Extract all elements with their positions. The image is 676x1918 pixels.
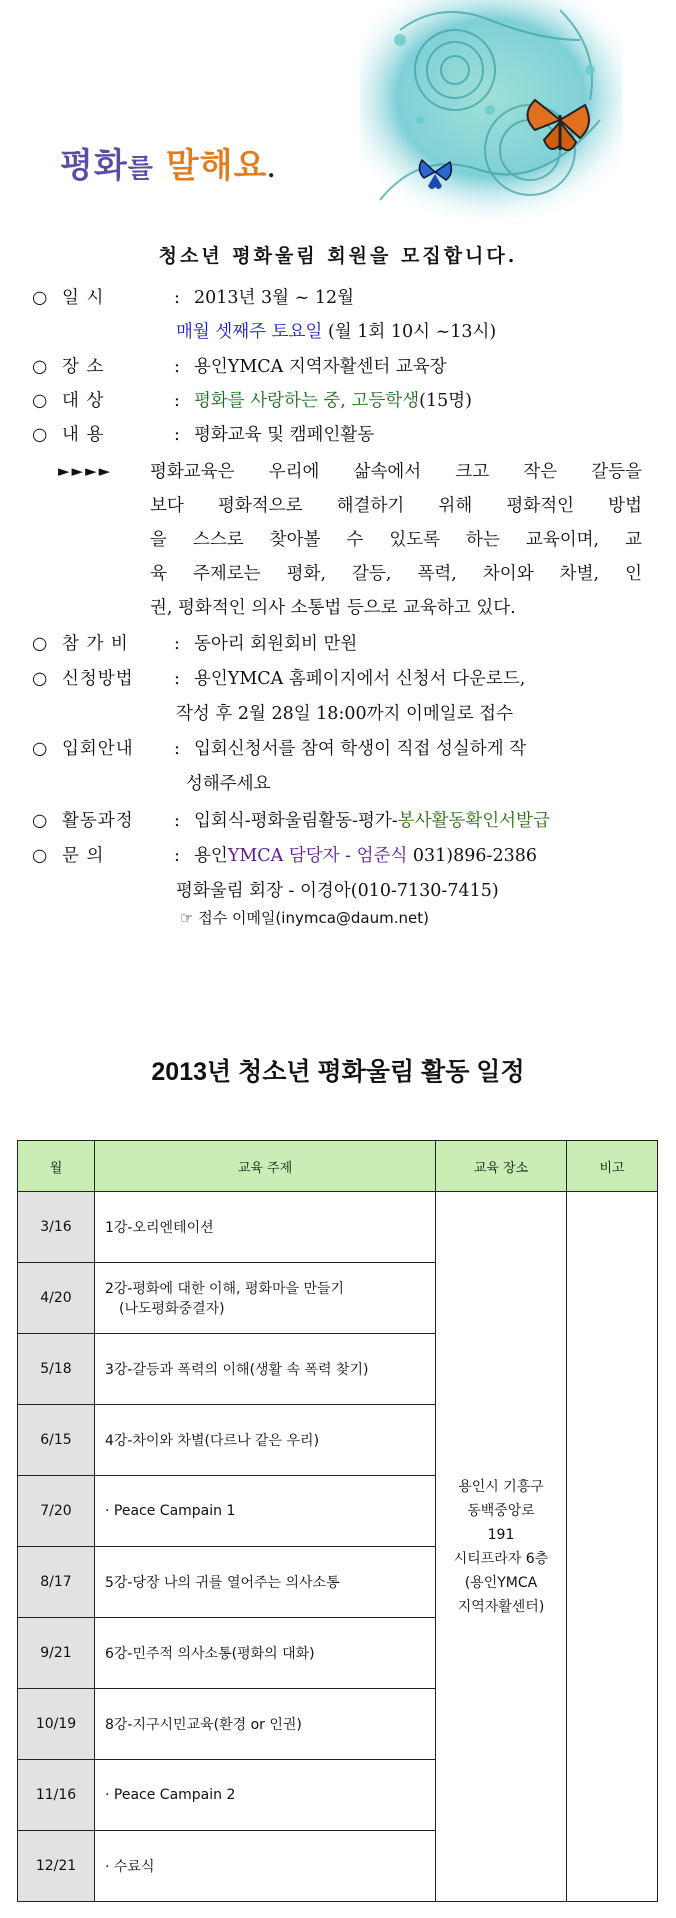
description-line: 을 스스로 찾아볼 수 있도록 하는 교육이며, 교: [150, 530, 642, 550]
info-place: ○ 장 소 : 용인YMCA 지역자활센터 교육장: [32, 357, 447, 377]
page-title: [60, 138, 276, 187]
info-contact: ○ 문 의 : 용인YMCA 담당자 - 엄준식 031)896-2386: [32, 846, 537, 866]
schedule-place: 용인시 기흥구 동백중앙로 191 시티프라자 6층 (용인YMCA 지역자활센터): [436, 1192, 567, 1902]
header-month: 월: [18, 1141, 95, 1192]
title-part-4: .: [267, 157, 277, 183]
row-topic: 3강-갈등과 폭력의 이해(생활 속 폭력 찾기): [95, 1334, 436, 1405]
row-month: 5/18: [18, 1334, 95, 1405]
info-join-sub: 성해주세요: [186, 774, 271, 794]
info-fee: ○ 참 가 비 : 동아리 회원회비 만원: [32, 634, 358, 654]
title-part-2: 를: [127, 154, 154, 184]
schedule-note: [567, 1192, 658, 1902]
recruit-heading: 청소년 평화울림 회원을 모집합니다.: [158, 245, 518, 267]
row-topic: 8강-지구시민교육(환경 or 인권): [95, 1689, 436, 1760]
info-target: ○ 대 상 : 평화를 사랑하는 중, 고등학생(15명): [32, 391, 472, 411]
info-date-sub: 매월 셋째주 토요일 (월 1회 10시 ~13시): [176, 322, 497, 342]
row-topic: · Peace Campain 2: [95, 1760, 436, 1831]
row-month: 9/21: [18, 1618, 95, 1689]
description-line: 육 주제로는 평화, 갈등, 폭력, 차이와 차별, 인: [150, 564, 642, 584]
description-line: 평화교육은 우리에 삶속에서 크고 작은 갈등을: [150, 462, 642, 482]
title-part-1: 평화: [60, 146, 128, 186]
header-note: 비고: [567, 1141, 658, 1192]
schedule-table: [17, 1140, 658, 1902]
row-month: 8/17: [18, 1547, 95, 1618]
table-row: [18, 1192, 658, 1263]
info-join: ○ 입회안내 : 입회신청서를 참여 학생이 직접 성실하게 작: [32, 739, 527, 759]
info-apply-sub: 작성 후 2월 28일 18:00까지 이메일로 접수: [176, 704, 513, 724]
info-content: ○ 내 용 : 평화교육 및 캠페인활동: [32, 425, 375, 445]
row-topic: 6강-민주적 의사소통(평화의 대화): [95, 1618, 436, 1689]
info-date: ○ 일 시 : 2013년 3월 ~ 12월: [32, 288, 355, 308]
row-topic: 2강-평화에 대한 이해, 평화마을 만들기 (나도평화중결자): [95, 1263, 436, 1334]
info-apply: ○ 신청방법 : 용인YMCA 홈페이지에서 신청서 다운로드,: [32, 669, 526, 689]
row-month: 3/16: [18, 1192, 95, 1263]
row-month: 4/20: [18, 1263, 95, 1334]
row-month: 7/20: [18, 1476, 95, 1547]
row-topic: · Peace Campain 1: [95, 1476, 436, 1547]
row-month: 12/21: [18, 1831, 95, 1902]
header-illustration: [360, 0, 622, 218]
schedule-header-row: [18, 1141, 658, 1192]
description-line: 권, 평화적인 의사 소통법 등으로 교육하고 있다.: [150, 598, 516, 618]
header-place: 교육 장소: [436, 1141, 567, 1192]
description-paragraph: [150, 455, 642, 625]
header-topic: 교육 주제: [95, 1141, 436, 1192]
description-line: 보다 평화적으로 해결하기 위해 평화적인 방법: [150, 496, 642, 516]
arrow-bullets: ►►►►: [58, 462, 113, 480]
row-month: 10/19: [18, 1689, 95, 1760]
row-topic: 4강-차이와 차별(다르나 같은 우리): [95, 1405, 436, 1476]
info-process: ○ 활동과정 : 입회식-평화울림활동-평가-봉사활동확인서발급: [32, 811, 550, 831]
row-topic: 1강-오리엔테이션: [95, 1192, 436, 1263]
email-note: ☞ 접수 이메일(inymca@daum.net): [180, 909, 429, 927]
row-month: 11/16: [18, 1760, 95, 1831]
title-part-3: 말해요: [165, 146, 268, 186]
row-topic: · 수료식: [95, 1831, 436, 1902]
info-contact-sub: 평화울림 회장 - 이경아(010-7130-7415): [176, 881, 499, 901]
schedule-title: 2013년 청소년 평화울림 활동 일정: [151, 1058, 525, 1086]
row-topic: 5강-당장 나의 귀를 열어주는 의사소통: [95, 1547, 436, 1618]
row-month: 6/15: [18, 1405, 95, 1476]
